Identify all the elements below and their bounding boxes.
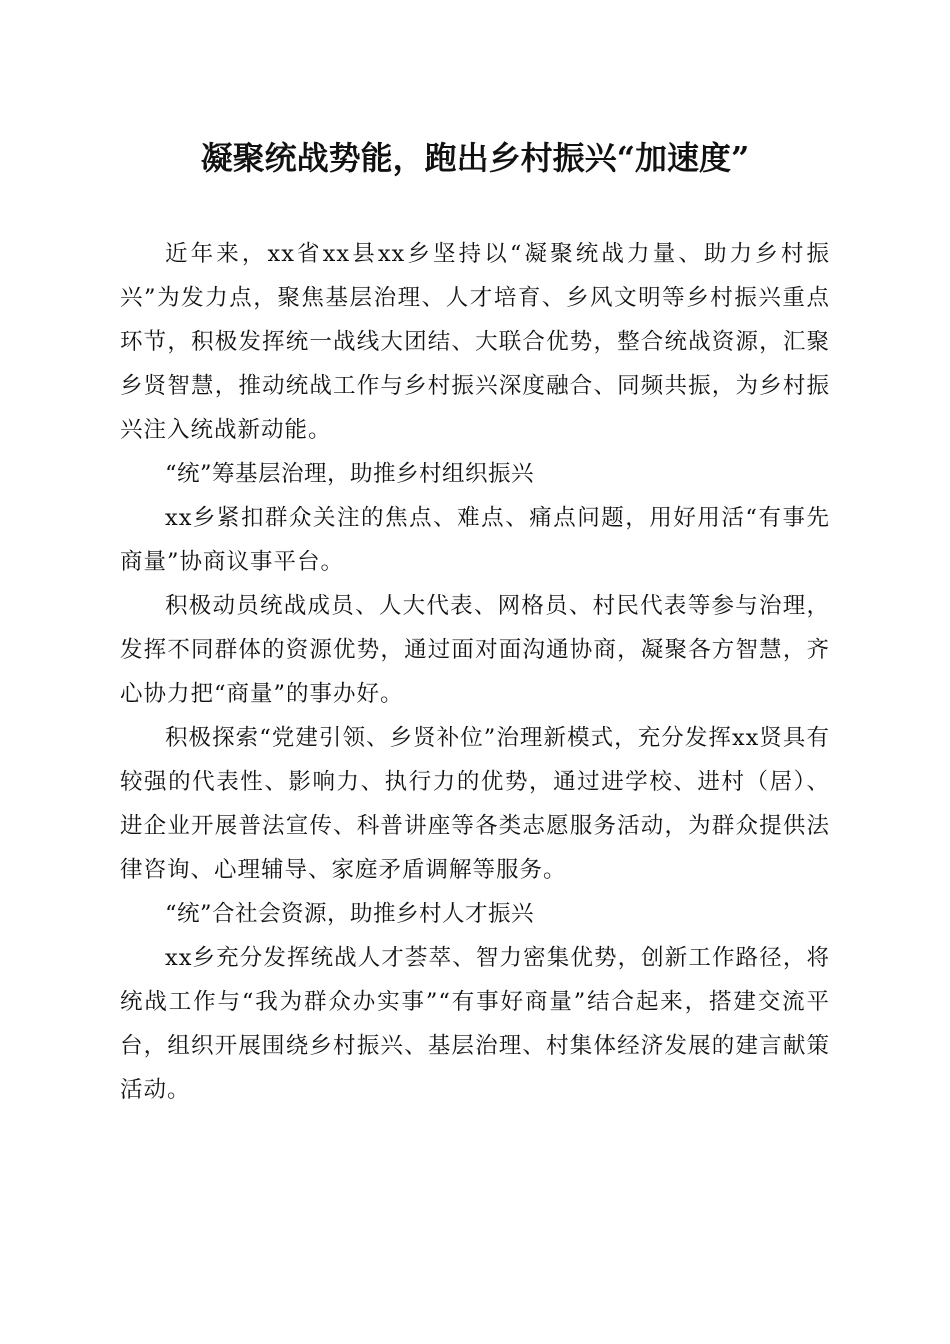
body-paragraph: xx乡充分发挥统战人才荟萃、智力密集优势，创新工作路径，将统战工作与“我为群众办实事”“有事好商量”结合起来，搭建交流平台，组织开展围绕乡村振兴、基层治理、村集体经济发展的建言献策活动。 bbox=[120, 945, 830, 1103]
intro-paragraph: 近年来，xx省xx县xx乡坚持以“凝聚统战力量、助力乡村振兴”为发力点，聚焦基层治理、人才培育、乡风文明等乡村振兴重点环节，积极发挥统一战线大团结、大联合优势，整合统战资源，汇聚乡贤智慧，推动统战工作与乡村振兴深度融合、同频共振，为乡村振兴注入统战新动能。 bbox=[120, 241, 830, 443]
document-body bbox=[120, 232, 830, 1112]
body-paragraph: xx乡紧扣群众关注的焦点、难点、痛点问题，用好用活“有事先商量”协商议事平台。 bbox=[120, 505, 830, 575]
body-paragraph: 积极动员统战成员、人大代表、网格员、村民代表等参与治理，发挥不同群体的资源优势，通过面对面沟通协商，凝聚各方智慧，齐心协力把“商量”的事办好。 bbox=[120, 593, 830, 707]
document-title: 凝聚统战势能，跑出乡村振兴“加速度” bbox=[200, 139, 750, 177]
section-heading-talent: “统”合社会资源，助推乡村人才振兴 bbox=[165, 901, 535, 927]
body-paragraph: 积极探索“党建引领、乡贤补位”治理新模式，充分发挥xx贤具有较强的代表性、影响力、执行力的优势，通过进学校、进村（居）、进企业开展普法宣传、科普讲座等各类志愿服务活动，为群众提供法律咨询、心理辅导、家庭矛盾调解等服务。 bbox=[120, 725, 830, 883]
section-heading-governance: “统”筹基层治理，助推乡村组织振兴 bbox=[165, 461, 535, 487]
